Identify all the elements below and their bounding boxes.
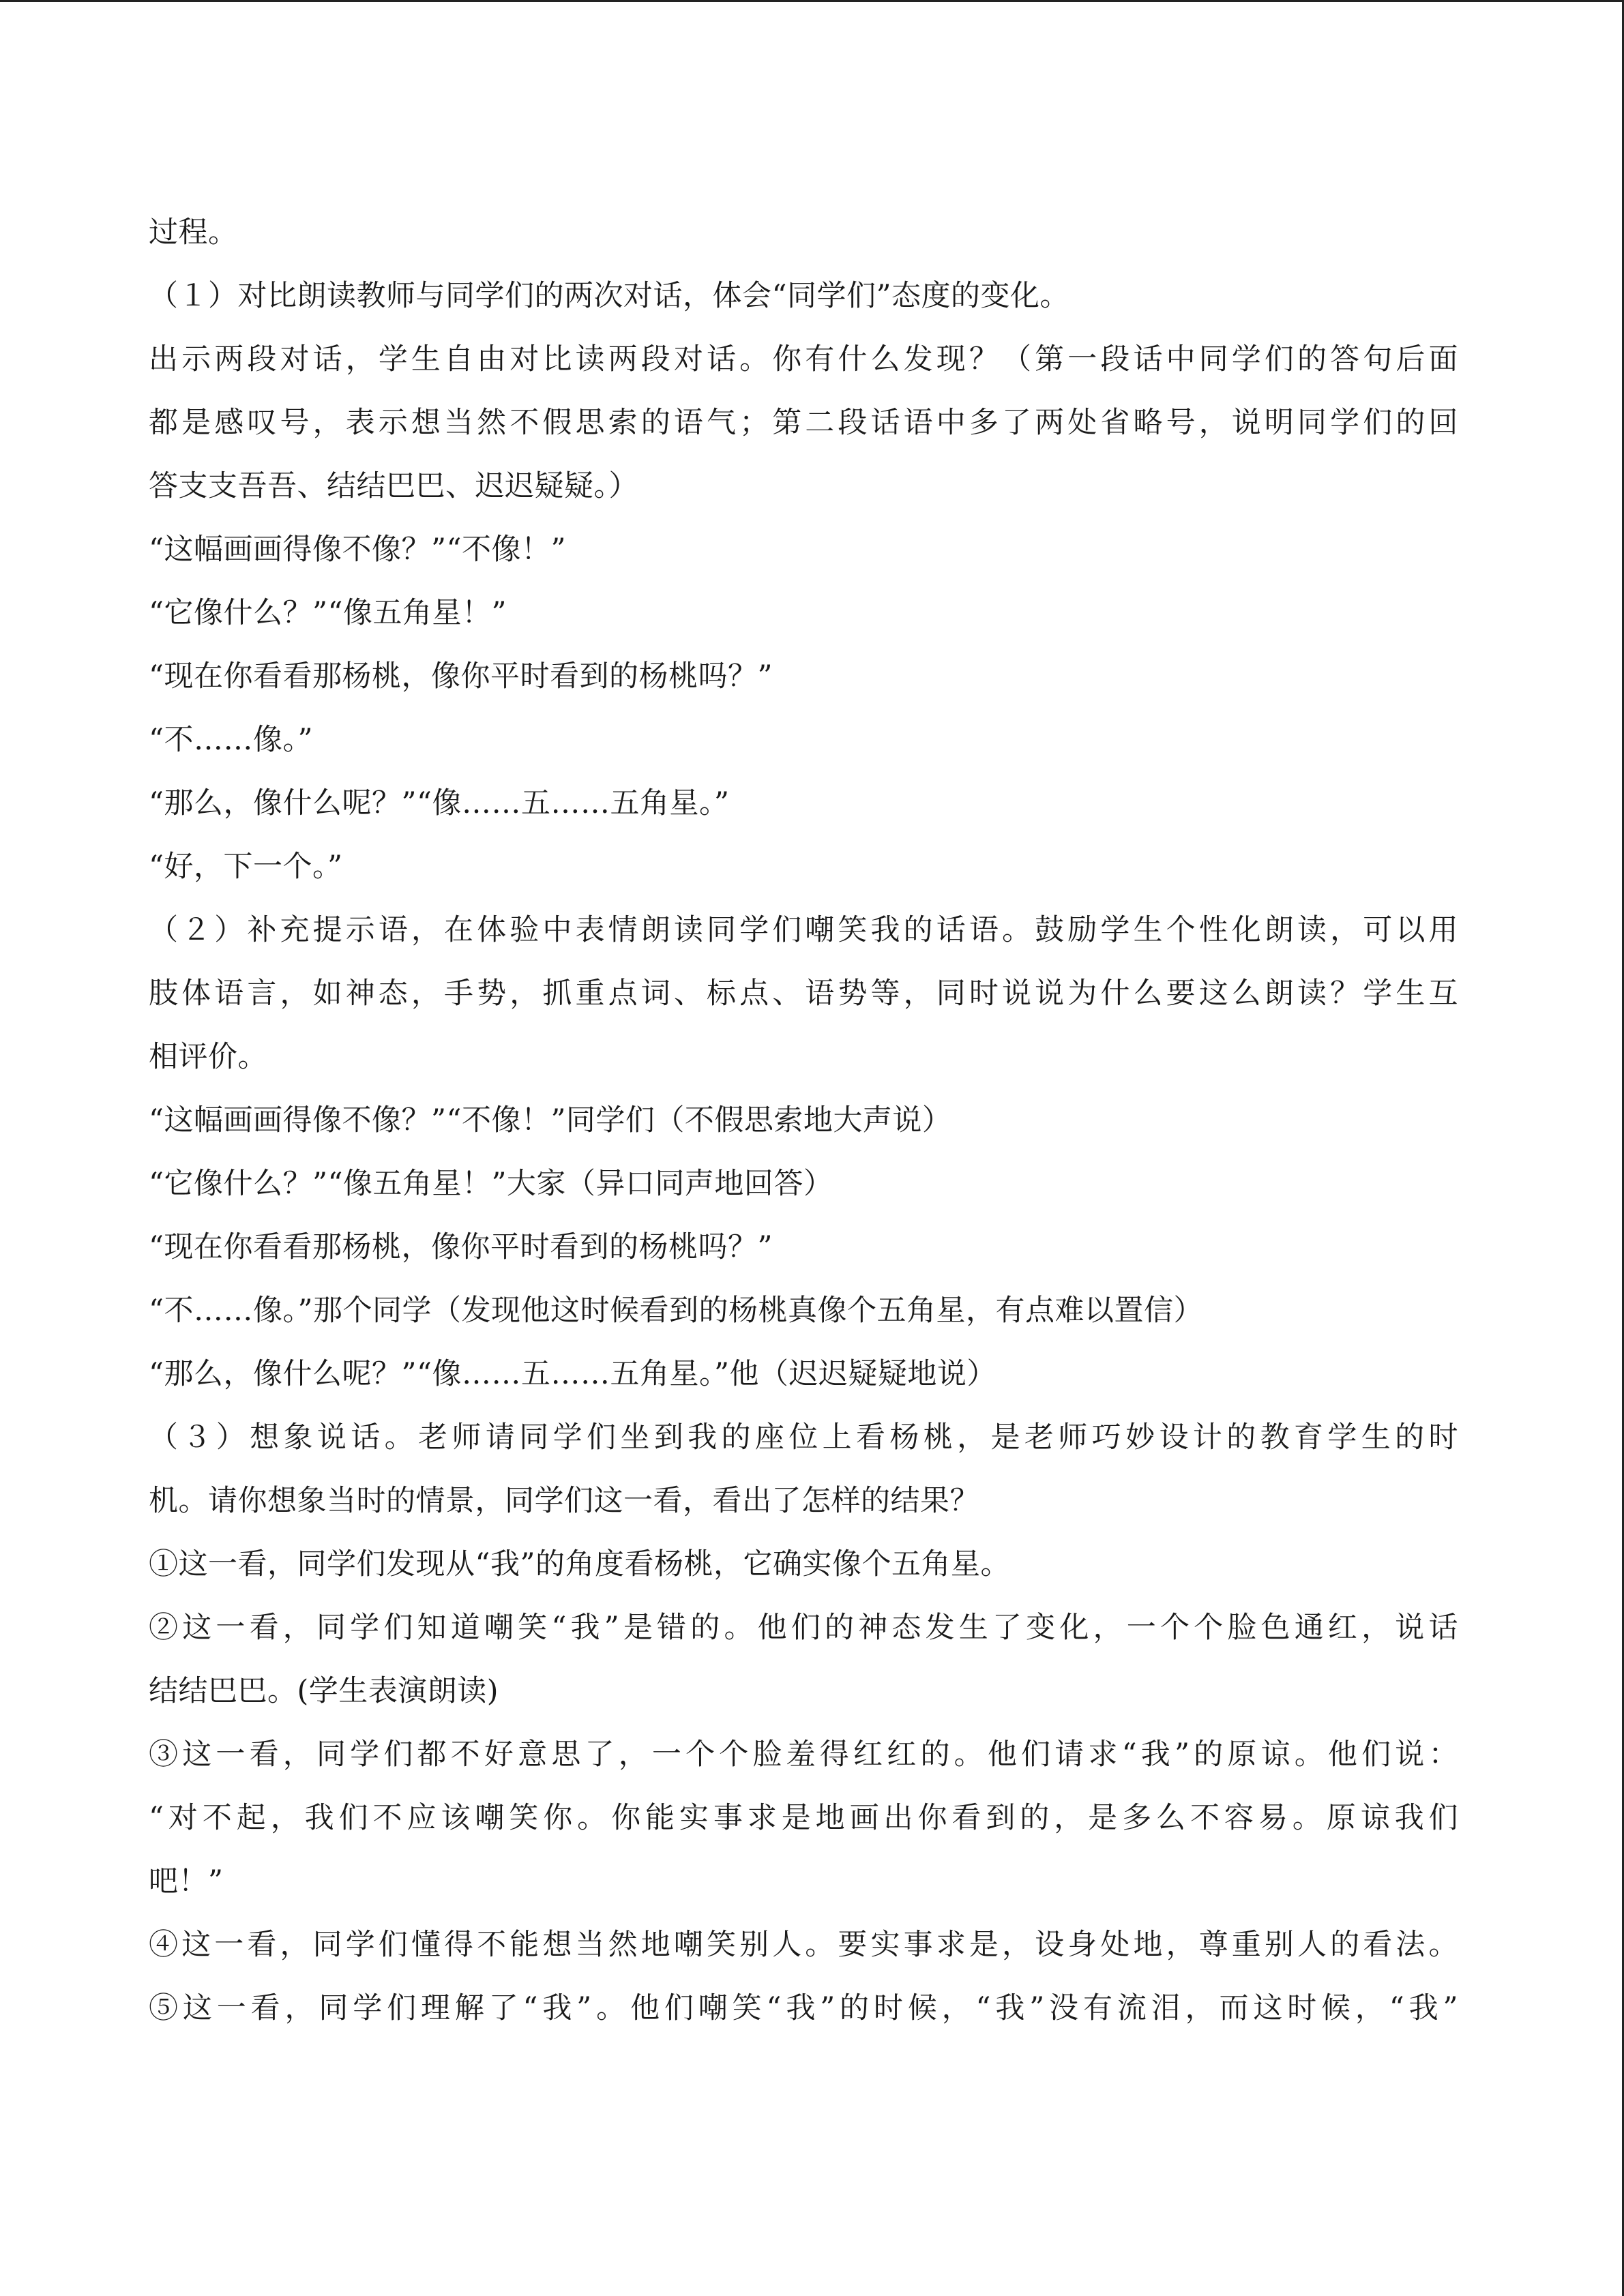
text-line: “那么，像什么呢？”“像……五……五角星。”他（迟迟疑疑地说）	[149, 1357, 996, 1391]
text-line: ②这一看，同学们知道嘲笑“我”是错的。他们的神态发生了变化，一个个脸色通红，说话	[149, 1611, 1458, 1645]
page-top-border	[0, 0, 1624, 2]
text-line: （３）想象说话。老师请同学们坐到我的座位上看杨桃，是老师巧妙设计的教育学生的时	[149, 1420, 1458, 1455]
text-line: 过程。	[149, 215, 238, 250]
text-line: “对不起，我们不应该嘲笑你。你能实事求是地画出你看到的，是多么不容易。原谅我们	[149, 1801, 1458, 1835]
text-line: 结结巴巴。(学生表演朗读)	[149, 1674, 499, 1708]
text-line: “这幅画画得像不像？”“不像！”同学们（不假思索地大声说）	[149, 1103, 952, 1137]
text-line: ④这一看，同学们懂得不能想当然地嘲笑别人。要实事求是，设身处地，尊重别人的看法。	[149, 1928, 1458, 1962]
text-line: “好，下一个。”	[149, 850, 343, 884]
text-line: 吧！”	[149, 1864, 224, 1898]
text-line: 肢体语言，如神态，手势，抓重点词、标点、语势等，同时说说为什么要这么朗读？学生互	[149, 976, 1458, 1011]
text-line: “不……像。”那个同学（发现他这时候看到的杨桃真像个五角星，有点难以置信）	[149, 1294, 1203, 1328]
text-line: ①这一看，同学们发现从“我”的角度看杨桃，它确实像个五角星。	[149, 1547, 1010, 1581]
text-line: “现在你看看那杨桃，像你平时看到的杨桃吗？”	[149, 1230, 773, 1264]
text-line: “那么，像什么呢？”“像……五……五角星。”	[149, 786, 730, 820]
text-line: 出示两段对话，学生自由对比读两段对话。你有什么发现？（第一段话中同学们的答句后面	[149, 342, 1458, 376]
text-line: “现在你看看那杨桃，像你平时看到的杨桃吗？”	[149, 659, 773, 694]
text-line: “这幅画画得像不像？”“不像！”	[149, 533, 566, 567]
text-line: ⑤这一看，同学们理解了“我”。他们嘲笑“我”的时候，“我”没有流泪，而这时候，“我”	[149, 1991, 1458, 2025]
text-line: 机。请你想象当时的情景，同学们这一看，看出了怎样的结果？	[149, 1484, 979, 1518]
text-line: “它像什么？”“像五角星！”	[149, 596, 507, 630]
text-line: 相评价。	[149, 1040, 267, 1074]
text-line: “不……像。”	[149, 723, 313, 757]
text-line: ③这一看，同学们都不好意思了，一个个脸羞得红红的。他们请求“我”的原谅。他们说：	[149, 1738, 1458, 1772]
text-line: 都是感叹号，表示想当然不假思索的语气；第二段话语中多了两处省略号，说明同学们的回	[149, 406, 1458, 440]
text-line: 答支支吾吾、结结巴巴、迟迟疑疑。）	[149, 469, 638, 503]
text-line: （２）补充提示语，在体验中表情朗读同学们嘲笑我的话语。鼓励学生个性化朗读，可以用	[149, 913, 1458, 947]
document-body	[149, 201, 1458, 2040]
text-line: “它像什么？”“像五角星！”大家（异口同声地回答）	[149, 1167, 833, 1201]
text-line: （１）对比朗读教师与同学们的两次对话，体会“同学们”态度的变化。	[149, 279, 1069, 313]
